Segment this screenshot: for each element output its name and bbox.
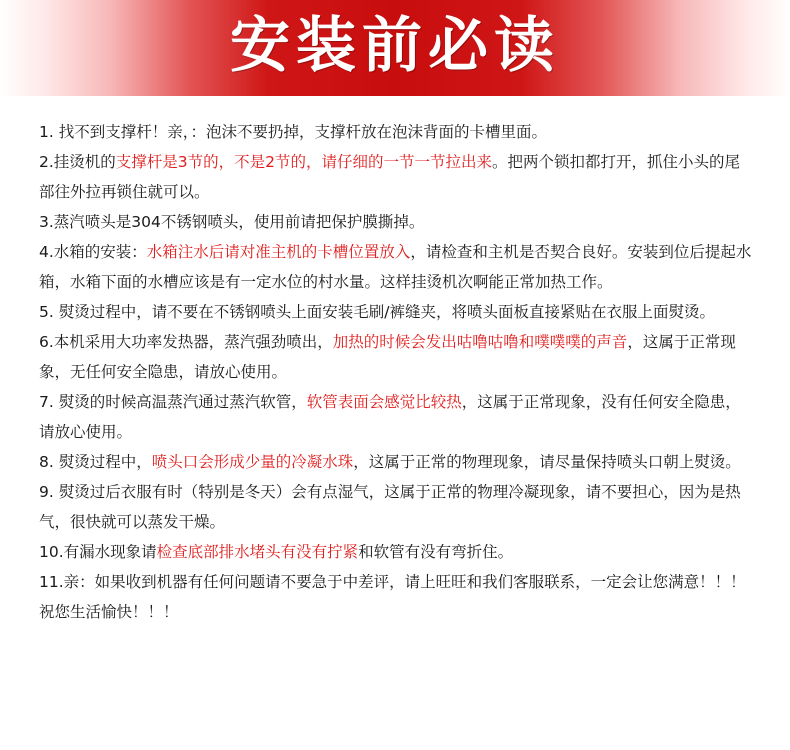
instruction-text: 2.挂烫机的 <box>39 153 116 171</box>
instruction-item-3 <box>39 207 755 237</box>
instruction-item-1 <box>39 117 755 147</box>
instruction-text: 8. 熨烫过程中， <box>39 453 152 471</box>
instruction-highlight: 喷头口会形成少量的冷凝水珠 <box>151 453 354 471</box>
instruction-text: 11.亲：如果收到机器有任何问题请不要急于中差评，请上旺旺和我们客服联系，一定会让您满意！！！祝您生活愉快！！！ <box>39 573 746 621</box>
instruction-item-5 <box>39 297 755 327</box>
instruction-text: 6.本机采用大功率发热器，蒸汽强劲喷出， <box>39 333 333 351</box>
instruction-text: 。把两个锁扣都打开，抓住小头的尾部往外拉再锁住就可以。 <box>39 153 741 201</box>
instruction-item-11 <box>39 567 755 627</box>
instruction-text: 10.有漏水现象请 <box>39 543 157 561</box>
instruction-text: ，这属于正常现象，没有任何安全隐患，请放心使用。 <box>39 393 741 441</box>
instruction-text: ，这属于正常的物理现象，请尽量保持喷头口朝上熨烫。 <box>353 453 741 471</box>
instruction-item-7 <box>39 387 755 447</box>
header-banner <box>0 0 790 96</box>
instruction-highlight: 软管表面会感觉比较热 <box>306 393 462 411</box>
instruction-text: 7. 熨烫的时候高温蒸汽通过蒸汽软管， <box>39 393 307 411</box>
instruction-text: 4.水箱的安装： <box>39 243 147 261</box>
instruction-item-6 <box>39 327 755 387</box>
instruction-text: 3.蒸汽喷头是304不锈钢喷头，使用前请把保护膜撕掉。 <box>39 213 425 231</box>
instructions-list <box>39 117 755 627</box>
instruction-text: 1. 找不到支撑杆！亲，：泡沫不要扔掉，支撑杆放在泡沫背面的卡槽里面。 <box>39 123 547 141</box>
instruction-highlight: 加热的时候会发出咕噜咕噜和噗噗噗的声音 <box>332 333 628 351</box>
instruction-item-2 <box>39 147 755 207</box>
instruction-text: ，这属于正常现象，无任何安全隐患，请放心使用。 <box>39 333 736 381</box>
instruction-text: ，请检查和主机是否契合良好。安装到位后提起水箱，水箱下面的水槽应该是有一定水位的村水量。这样挂烫机次啊能正常加热工作。 <box>39 243 752 291</box>
instruction-item-4 <box>39 237 755 297</box>
instruction-item-8 <box>39 447 755 477</box>
instruction-highlight: 水箱注水后请对准主机的卡槽位置放入 <box>146 243 411 261</box>
instruction-text: 9. 熨烫过后衣服有时（特别是冬天）会有点湿气，这属于正常的物理冷凝现象，请不要担心，因为是热气，很快就可以蒸发干燥。 <box>39 483 741 531</box>
instruction-highlight: 支撑杆是3节的，不是2节的，请仔细的一节一节拉出来 <box>115 153 493 171</box>
instruction-item-9 <box>39 477 755 537</box>
instruction-highlight: 检查底部排水堵头有没有拧紧 <box>156 543 359 561</box>
instruction-text: 5. 熨烫过程中，请不要在不锈钢喷头上面安装毛刷/裤缝夹，将喷头面板直接紧贴在衣服上面熨烫。 <box>39 303 715 321</box>
page-title: 安装前必读 <box>230 11 560 81</box>
instruction-text: 和软管有没有弯折住。 <box>358 543 514 561</box>
instruction-item-10 <box>39 537 755 567</box>
